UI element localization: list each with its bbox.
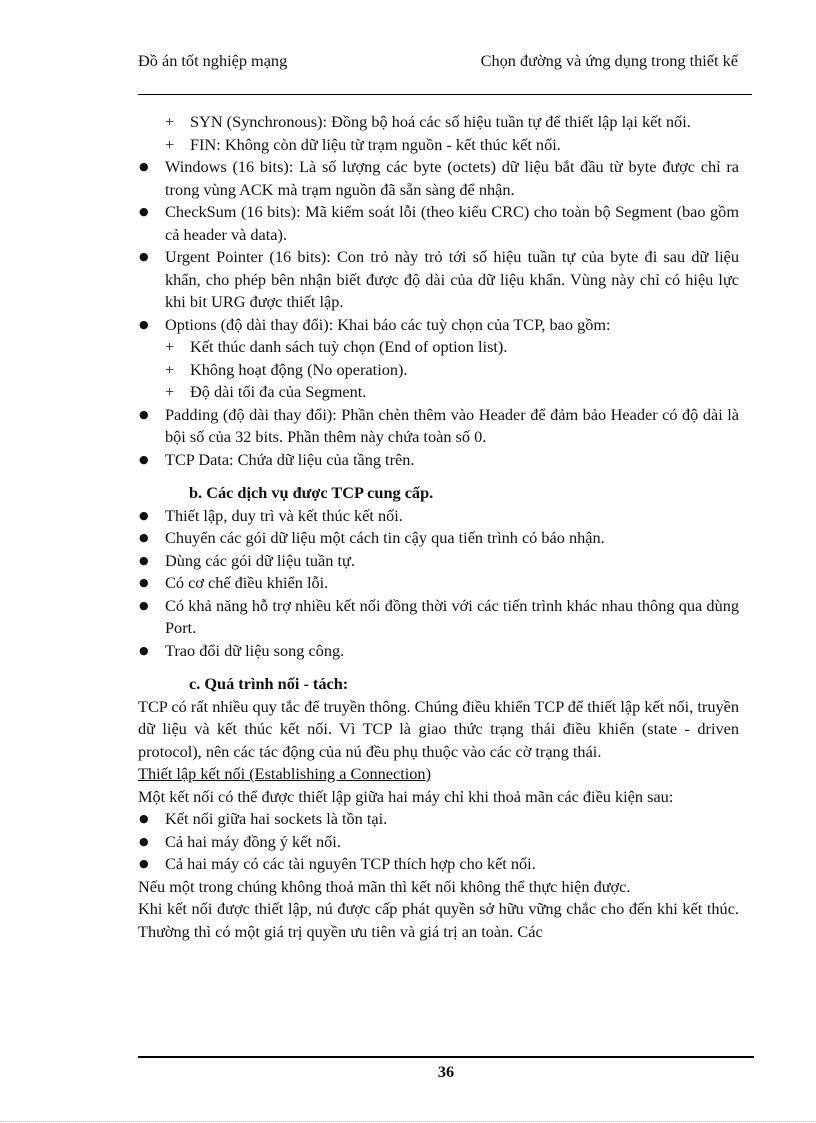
field-item-checksum: ● CheckSum (16 bits): Mã kiểm soát lỗi (theo kiểu CRC) cho toàn bộ Segment (bao gồm cả header và data). bbox=[138, 201, 739, 246]
service-item: ● Chuyển các gói dữ liệu một cách tin cậy qua tiến trình có báo nhận. bbox=[138, 527, 739, 550]
paragraph: Nếu một trong chúng không thoả mãn thì kết nối không thể thực hiện được. bbox=[138, 876, 631, 896]
option-item-end-of-list: + Kết thúc danh sách tuỳ chọn (End of option list). bbox=[138, 336, 739, 359]
header-chapter-title: Chọn đường và ứng dụng trong thiết kế bbox=[480, 51, 738, 70]
field-item-tcp-data: ● TCP Data: Chứa dữ liệu của tầng trên. bbox=[138, 449, 739, 472]
section-heading-b: b. Các dịch vụ được TCP cung cấp. bbox=[189, 483, 434, 502]
page-header bbox=[138, 50, 752, 95]
page-body bbox=[138, 111, 739, 943]
paragraph: Khi kết nối được thiết lập, nú được cấp phát quyền sở hữu vững chắc cho đến khi kết thúc. Thường thì có một giá trị quyền ưu tiên và giá trị an toàn. Các bbox=[138, 899, 739, 941]
section-heading-c: c. Quá trình nối - tách: bbox=[189, 674, 349, 693]
option-item-max-segment: + Độ dài tối đa của Segment. bbox=[138, 381, 739, 404]
flag-item-fin: + FIN: Không còn dữ liệu từ trạm nguồn - kết thúc kết nối. bbox=[138, 134, 739, 157]
subheading-establishing-connection: Thiết lập kết nối (Establishing a Connection) bbox=[138, 764, 431, 783]
header-document-title: Đồ án tốt nghiệp mạng bbox=[138, 51, 288, 70]
page-footer bbox=[138, 1056, 754, 1081]
service-item: ● Thiết lập, duy trì và kết thúc kết nối. bbox=[138, 505, 739, 528]
condition-item: ● Cả hai máy đồng ý kết nối. bbox=[138, 831, 739, 854]
page-number: 36 bbox=[437, 1062, 455, 1081]
condition-item: ● Cả hai máy có các tài nguyên TCP thích hợp cho kết nối. bbox=[138, 853, 739, 876]
option-item-no-operation: + Không hoạt động (No operation). bbox=[138, 359, 739, 382]
service-item: ● Dùng các gói dữ liệu tuần tự. bbox=[138, 550, 739, 573]
paragraph: TCP có rất nhiều quy tắc để truyền thông. Chúng điều khiển TCP để thiết lập kết nối, truyền dữ liệu và kết thúc kết nối. Vì TCP là giao thức trạng thái điều khiển (state - driven protocol), nên các tác động của nú đều phụ thuộc vào các cờ trạng thái. bbox=[138, 696, 739, 761]
service-item: ● Có cơ chế điều khiển lỗi. bbox=[138, 572, 739, 595]
flag-item-syn: + SYN (Synchronous): Đồng bộ hoá các số hiệu tuần tự để thiết lập lại kết nối. bbox=[138, 111, 739, 134]
condition-item: ● Kết nối giữa hai sockets là tồn tại. bbox=[138, 808, 739, 831]
field-item-urgent-pointer: ● Urgent Pointer (16 bits): Con trỏ này trỏ tới số hiệu tuần tự của byte đi sau dữ liệu khẩn, cho phép bên nhận biết được độ dài của dữ liệu khẩn. Vùng này chỉ có hiệu lực khi bit URG được thiết lập. bbox=[138, 246, 739, 314]
field-item-options: ● Options (độ dài thay đổi): Khai báo các tuỳ chọn của TCP, bao gồm: bbox=[138, 314, 739, 337]
field-item-padding: ● Padding (độ dài thay đổi): Phần chèn thêm vào Header để đảm bảo Header có độ dài là bội số của 32 bits. Phần thêm này chứa toàn số 0. bbox=[138, 404, 739, 449]
field-item-windows: ● Windows (16 bits): Là số lượng các byte (octets) dữ liệu bắt đầu từ byte được chỉ ra trong vùng ACK mà trạm nguồn đã sẵn sàng để nhận. bbox=[138, 156, 739, 201]
paragraph: Một kết nối có thể được thiết lập giữa hai máy chỉ khi thoả mãn các điều kiện sau: bbox=[138, 786, 674, 806]
service-item: ● Có khả năng hỗ trợ nhiều kết nối đồng thời với các tiến trình khác nhau thông qua dùng Port. bbox=[138, 595, 739, 640]
service-item: ● Trao đổi dữ liệu song công. bbox=[138, 640, 739, 663]
